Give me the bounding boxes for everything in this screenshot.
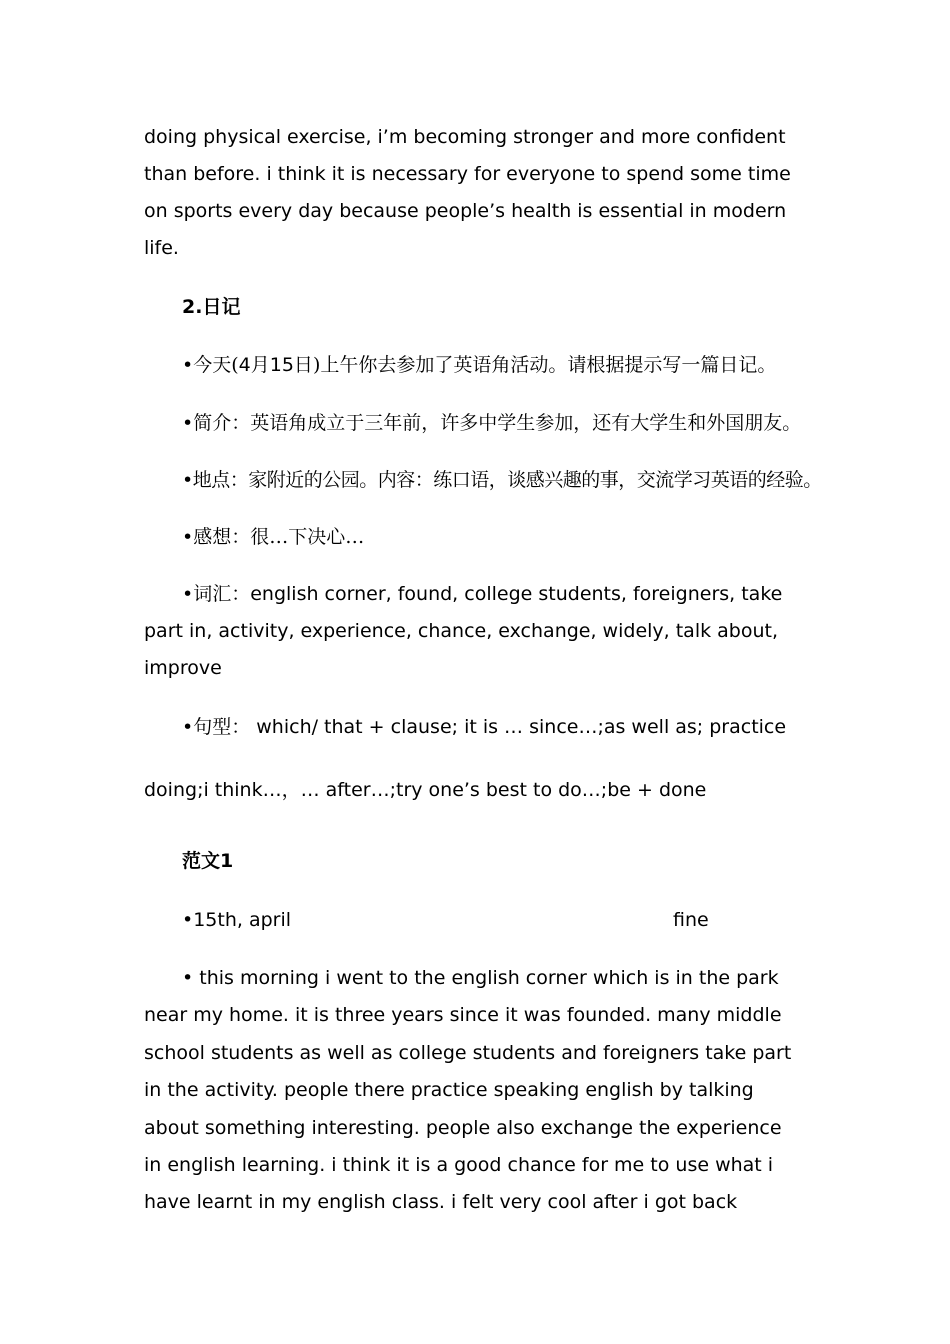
vocab-line: improve: [144, 657, 222, 679]
sample-line: in english learning. i think it is a good chance for me to use what i: [144, 1154, 774, 1176]
paragraph-line: than before. i think it is necessary for everyone to spend some time: [144, 163, 791, 185]
diary-weather: fine: [673, 909, 709, 931]
sample-line: • this morning i went to the english corner which is in the park: [182, 967, 779, 989]
bullet-item: •简介：英语角成立于三年前，许多中学生参加，还有大学生和外国朋友。: [182, 412, 802, 434]
vocab-label: •词汇：: [182, 583, 251, 605]
section-heading-text: 日记: [202, 296, 241, 318]
sample-line: have learnt in my english class. i felt very cool after i got back: [144, 1191, 738, 1213]
diary-date: •15th, april: [182, 909, 292, 931]
bullet-item: •感想：很…下决心…: [182, 526, 365, 548]
section-heading-number: 2.: [182, 296, 203, 318]
pattern-line: [182, 716, 786, 738]
vocab-text: english corner, found, college students, foreigners, take: [250, 583, 783, 605]
paragraph-line: doing physical exercise, i’m becoming stronger and more confident: [144, 126, 786, 148]
bullet-number: 15: [269, 354, 294, 376]
bullet-text: 月: [250, 354, 270, 376]
bullet-item: •地点：家附近的公园。内容：练口语，谈感兴趣的事，交流学习英语的经验。: [182, 469, 822, 491]
bullet-text: )上午你去参加了英语角活动。请根据提示写一篇日记。: [312, 354, 777, 376]
sample-heading-text: 范文: [182, 850, 221, 872]
sample-line: about something interesting. people also exchange the experience: [144, 1117, 782, 1139]
bullet-text: •今天(: [182, 354, 239, 376]
bullet-text: 日: [293, 354, 313, 376]
pattern-label: •句型：: [182, 716, 251, 738]
pattern-text: which/ that + clause; it is … since…;as well as; practice: [250, 716, 787, 738]
section-heading: [182, 296, 240, 318]
paragraph-line: life.: [144, 237, 179, 259]
bullet-item: [182, 354, 776, 376]
sample-line: in the activity. people there practice speaking english by talking: [144, 1079, 754, 1101]
pattern-line: doing;i think…，… after…;try one’s best to do…;be + done: [144, 779, 707, 801]
sample-line: near my home. it is three years since it was founded. many middle: [144, 1004, 782, 1026]
sample-heading-number: 1: [220, 850, 234, 872]
vocab-line: part in, activity, experience, chance, exchange, widely, talk about,: [144, 620, 779, 642]
bullet-number: 4: [238, 354, 251, 376]
vocab-line: [182, 583, 782, 605]
sample-heading: [182, 850, 233, 872]
sample-line: school students as well as college students and foreigners take part: [144, 1042, 792, 1064]
paragraph-line: on sports every day because people’s health is essential in modern: [144, 200, 787, 222]
